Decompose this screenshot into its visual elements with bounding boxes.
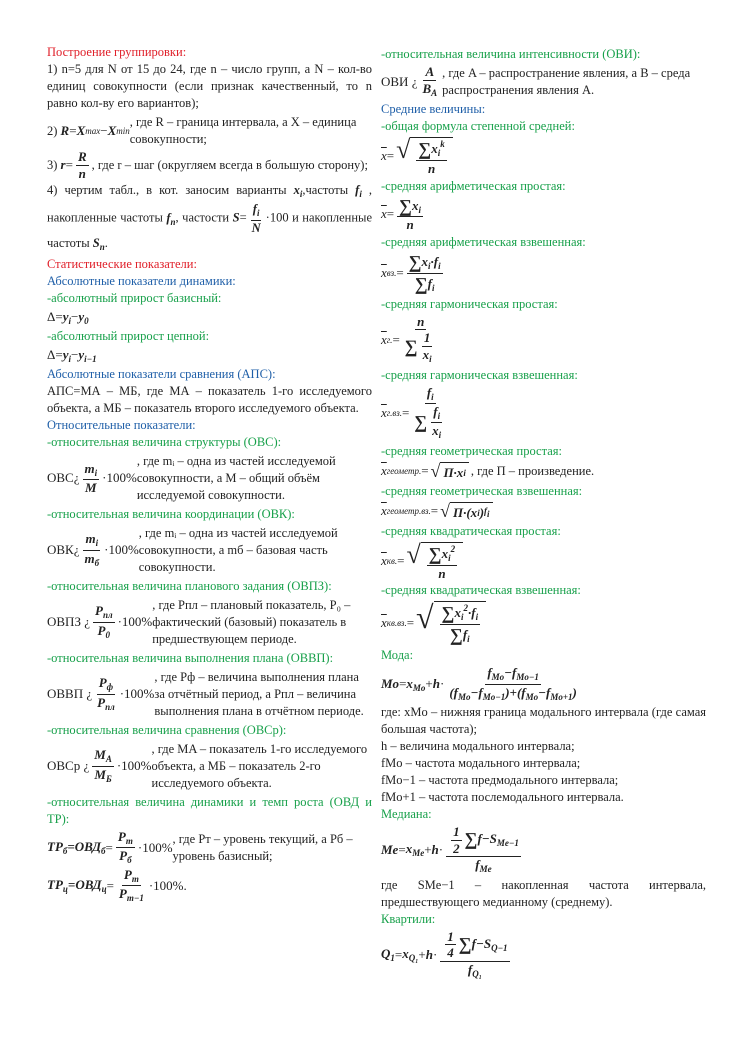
abs-chain-formula: Δ= $y_i$ − $y_{i-1}$ <box>47 346 97 364</box>
ovi-text: , где A – распространение явления, а B – среда распространения явления A. <box>442 66 691 97</box>
grouping-step-4: 4) чертим табл., в кот. заносим варианты $x_i,частоты$ $f_i$ , накопленные частоты $f_n$, частости S= $\frac{f_i}{N}$ ·100 и накопленные частоты $S_n$. <box>47 183 373 252</box>
geom-w-label: -средняя геометрическая взвешенная: <box>381 483 583 498</box>
mode-desc-2: h – величина модального интервала; <box>381 739 575 754</box>
right-column <box>381 46 706 982</box>
geom-text: , где П – произведение. <box>470 463 595 478</box>
arith-w-label: -средняя арифметическая взвешенная: <box>381 235 586 250</box>
ovvp-text: , где Pф – величина выполнения плана за отчётный период, а Pпл – величина выполнения плана в отчётном периоде. <box>154 669 364 718</box>
aps-text: АПС=МА – МБ, где МА – показатель 1-го исследуемого объекта, а МБ – показатель второго исследуемого объекта. <box>47 383 372 415</box>
heading-avg: Средние величины: <box>381 102 486 116</box>
ovpz-text: , где Pпл – плановый показатель, P₀ – фактический (базовый) показатель в предшествующем периоде. <box>152 597 351 646</box>
ovd-label: -относительная величина динамики и темп роста (ОВД и ТР): <box>47 794 372 826</box>
ovsr-label: -относительная величина сравнения (ОВСр): <box>47 722 287 737</box>
heading-aps: Абсолютные показатели сравнения (АПС): <box>47 366 276 381</box>
geom-label: -средняя геометрическая простая: <box>381 443 562 458</box>
grouping-step-4-c: , накопленные частоты <box>47 183 372 225</box>
abs-chain-label: -абсолютный прирост цепной: <box>47 328 210 343</box>
arith-formula: $\overline{x}$ = $\frac{\sum x_i}{n}$ <box>381 195 421 233</box>
mode-desc-4: fMo−1 – частота предмодального интервала; <box>381 773 619 788</box>
arith-w-formula: $\overline{x}$ вз. = $\frac{\sum x_i\cdot f_i}{\sum f_i}$ <box>381 252 441 294</box>
grouping-step-2: 2) R = X max − X min , где R – граница интервала, а X – единица совокупности; <box>47 114 372 148</box>
quad-formula: $\overline{x}$ кв. = √ $\frac{\sum x_i^2}{n}$ <box>381 542 706 581</box>
gen-label: -общая формула степенной средней: <box>381 119 575 133</box>
median-text: где SMe−1 – накопленная частота интервала, предшествующего медианному (среднему). <box>381 877 706 909</box>
quad-label: -средняя квадратическая простая: <box>381 523 561 538</box>
ovd-text: , где Pт – уровень текущий, а Pб – уровень базисный; <box>172 831 353 863</box>
ovsr-formula: ОВСр ¿ $\frac{M_A}{M_Б}$ ·100% , где MA – показатель 1-го исследуемого объекта, а MБ – показатель 2-го исследуемого объекта. <box>47 741 372 792</box>
left-column <box>47 44 372 906</box>
ovi-label: -относительная величина интенсивности (ОВИ): <box>381 47 641 61</box>
mode-formula: Mo = $x_{Mo}$ + h · $\frac{f_{Mo}-f_{Mo-1}}{(f_{Mo}-f_{Mo-1})+(f_{Mo}-f_{Mo+1})}$ <box>381 665 577 702</box>
harm-w-label: -средняя гармоническая взвешенная: <box>381 367 578 382</box>
ovd-formula-chain: $ТР_ц=ОВД_ц$ = $\frac{P_т}{P_{т-1}}$ ·100%. <box>47 866 187 904</box>
ovsr-text: , где MA – показатель 1-го исследуемого объекта, а MБ – показатель 2-го исследуемого объекта. <box>151 741 368 790</box>
grouping-step-4-d: , частости <box>175 210 230 225</box>
ovk-text: , где mᵢ – одна из частей исследуемой совокупности, а mб – базовая часть совокупности. <box>138 525 338 574</box>
median-formula: Me = $x_{Me}$ + h · $\frac{1}{2}$ $\sum f-S_{Me-1}$ $f_{Me}$ <box>381 824 519 875</box>
quad-w-formula: $\overline{x}$ кв.вз. = √ $\frac{\sum x_i^2\cdot f_i}{\sum f_i}$ <box>381 601 706 645</box>
heading-stat: Статистические показатели: <box>47 256 197 271</box>
ovd-formula-base: $ТР_б=ОВД_б$ = $\frac{P_т}{P_б}$ ·100% , где Pт – уровень текущий, а Pб – уровень базисный; <box>47 830 372 866</box>
geom-w-formula: $\overline{x}$ геометр.вз. = √ П·(x i ) fi <box>381 502 706 521</box>
geom-formula: $\overline{x}$ геометр. = √ П·x i , где П – произведение. <box>381 460 595 481</box>
heading-median: Медиана: <box>381 807 432 822</box>
grouping-step-3: 3) r = $\frac{R}{n}$ , где r – шаг (округляем всегда в большую сторону); <box>47 149 368 181</box>
harm-w-formula: $\overline{x}$ г.вз. = $f_i$ ∑ $\frac{f_i}{x_i}$ <box>381 384 442 441</box>
grouping-step-1: 1) n=5 для N от 15 до 24, где n – число групп, а N – кол-во единиц совокупности (если признак качественный, то n равно кол-ву его вариантов); <box>47 62 372 110</box>
ovpz-label: -относительная величина планового задания (ОВПЗ): <box>47 578 332 593</box>
grouping-step-3-text: , где r – шаг (округляем всегда в большую сторону); <box>91 157 368 172</box>
ovi-formula: ОВИ ¿ $\frac{A}{B_A}$ , где A – распространение явления, а B – среда распространения явления A. <box>381 65 706 99</box>
grouping-step-4-a: 4) чертим табл., в кот. заносим варианты <box>47 183 287 198</box>
heading-quart: Квартили: <box>381 911 436 926</box>
abs-base-label: -абсолютный прирост базисный: <box>47 290 222 305</box>
gen-formula: $\overline{x}$ = √ $\frac{\sum x_i^k}{n}$ <box>381 137 706 176</box>
mode-desc-1: где: xMo – нижняя граница модального интервала (где самая большая частота); <box>381 705 706 737</box>
heading-mode: Мода: <box>381 648 414 663</box>
ovvp-label: -относительная величина выполнения плана (ОВВП): <box>47 650 334 665</box>
heading-grouping: Построение группировки: <box>47 45 187 59</box>
ovpz-formula: ОВПЗ ¿ $\frac{P_{пл}}{P_0}$ ·100% , где Pпл – плановый показатель, P₀ – фактический (базовый) показатель в предшествующем периоде. <box>47 597 372 648</box>
quad-w-label: -средняя квадратическая взвешенная: <box>381 583 581 598</box>
ovs-formula: ОВС¿ $\frac{m_i}{M}$ ·100% , где mᵢ – одна из частей исследуемой совокупности, а M – общий объём исследуемой совокупности. <box>47 453 372 504</box>
ovs-text: , где mᵢ – одна из частей исследуемой совокупности, а M – общий объём исследуемой совокупности. <box>136 453 336 502</box>
harm-formula: $\overline{x}$ г. = n ∑ $\frac{1}{x_i}$ <box>381 313 432 365</box>
ovk-formula: ОВК¿ $\frac{m_i}{m_б}$ ·100% , где mᵢ – одна из частей исследуемой совокупности, а mб – базовая часть совокупности. <box>47 525 372 576</box>
grouping-step-4-b: ,частоты <box>302 183 349 198</box>
heading-abs-dyn: Абсолютные показатели динамики: <box>47 273 236 288</box>
grouping-step-2-text: , где R – граница интервала, а X – единица совокупности; <box>129 115 357 146</box>
heading-rel: Относительные показатели: <box>47 417 196 432</box>
harm-label: -средняя гармоническая простая: <box>381 296 558 311</box>
ovvp-formula: ОВВП ¿ $\frac{P_ф}{P_{пл}}$ ·100% , где Pф – величина выполнения плана за отчётный период, а Pпл – величина выполнения плана в отчётном периоде. <box>47 669 372 720</box>
arith-label: -средняя арифметическая простая: <box>381 178 566 193</box>
mode-desc-3: fMo – частота модального интервала; <box>381 756 581 771</box>
quartile-formula: $Q_1$ = $x_{Q_1}$ + h · $\frac{1}{4}$ $\sum f-S_{Q-1}$ $f_{Q_1}$ <box>381 928 508 980</box>
ovs-label: -относительная величина структуры (ОВС): <box>47 434 282 449</box>
abs-base-formula: Δ= $y_i$ − $y_0$ <box>47 308 89 326</box>
grouping-step-4-e: и <box>292 210 299 225</box>
ovk-label: -относительная величина координации (ОВК): <box>47 506 295 521</box>
mode-desc-5: fMo+1 – частота послемодального интервала. <box>381 790 624 805</box>
grouping-step-4-f: накопленные частоты <box>47 210 373 250</box>
